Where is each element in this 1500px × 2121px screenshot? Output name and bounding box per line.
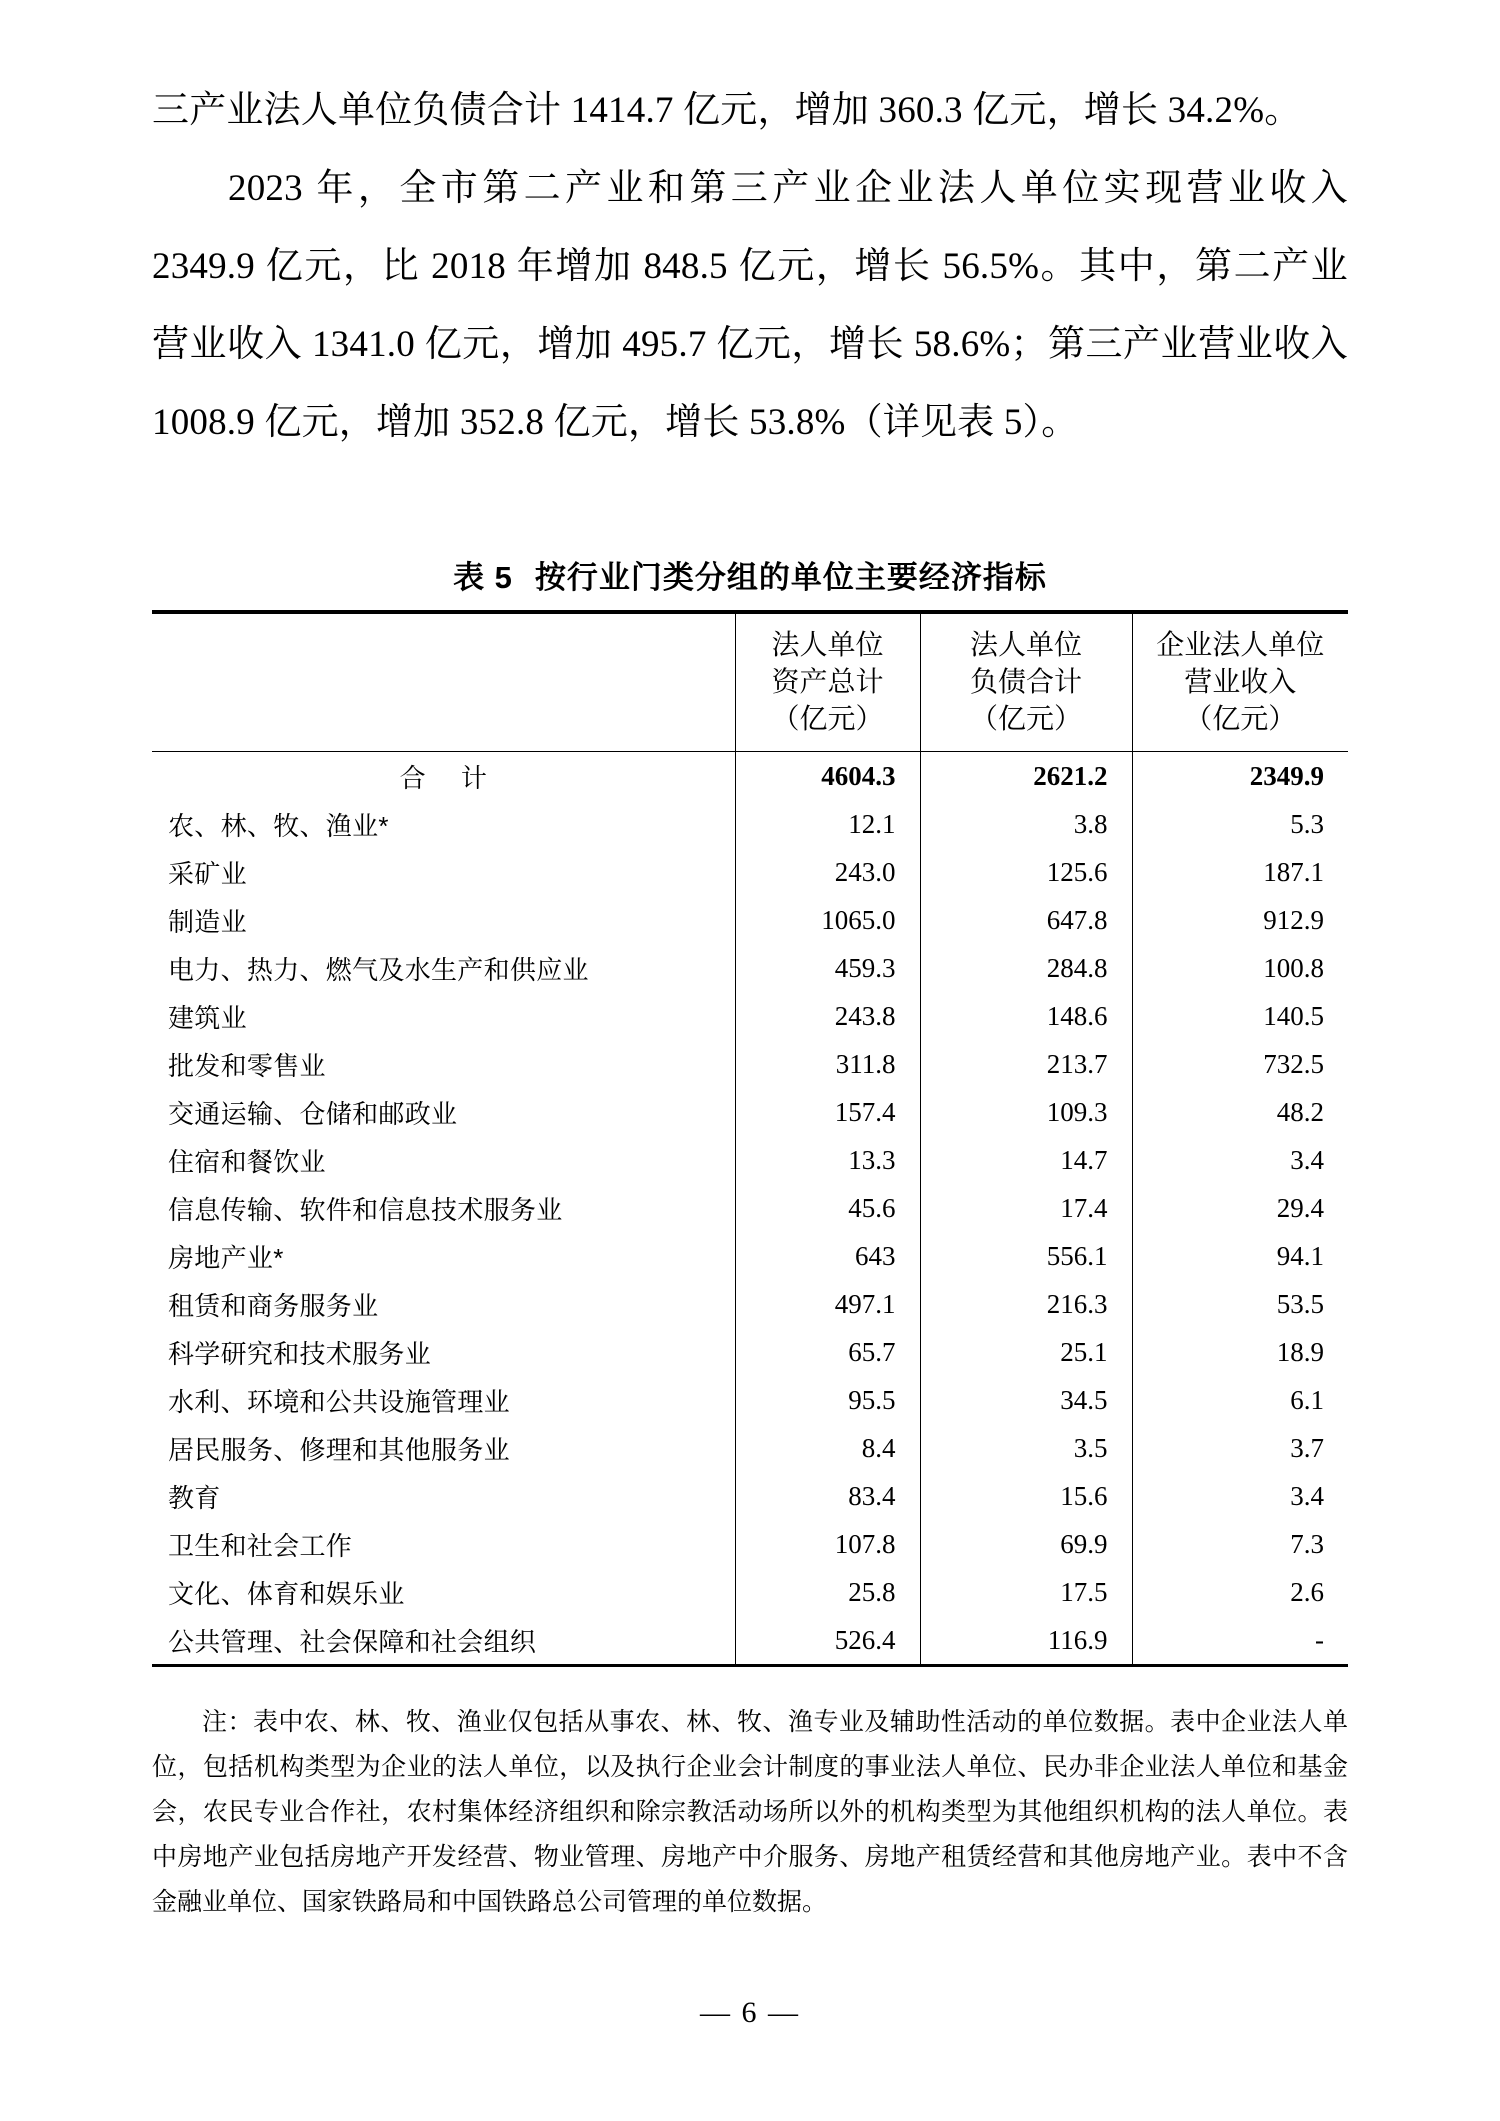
cell-liabilities: 216.3 (920, 1280, 1132, 1328)
page-number: — 6 — (700, 1996, 800, 2029)
cell-industry: 建筑业 (168, 1002, 247, 1033)
cell-industry: 卫生和社会工作 (168, 1530, 353, 1561)
cell-revenue: 53.5 (1132, 1280, 1348, 1328)
table-row (152, 1376, 1348, 1424)
header-assets-line3: （亿元） (771, 704, 884, 735)
cell-assets: 95.5 (735, 1376, 920, 1424)
cell-revenue: 187.1 (1132, 848, 1348, 896)
cell-assets: 157.4 (735, 1088, 920, 1136)
cell-assets: 459.3 (735, 944, 920, 992)
cell-liabilities: 3.5 (920, 1424, 1132, 1472)
cell-liabilities: 647.8 (920, 896, 1132, 944)
table-row (152, 896, 1348, 944)
cell-revenue: - (1132, 1616, 1348, 1666)
cell-industry: 租赁和商务服务业 (168, 1290, 379, 1321)
header-cell-assets (735, 614, 920, 752)
cell-industry: 合 计 (399, 762, 501, 793)
header-cell-revenue (1132, 614, 1348, 752)
header-row (152, 614, 1348, 752)
cell-revenue: 94.1 (1132, 1232, 1348, 1280)
table-foot (152, 1666, 1348, 1668)
table-5 (152, 610, 1348, 1667)
cell-revenue: 3.4 (1132, 1136, 1348, 1184)
cell-industry: 公共管理、社会保障和社会组织 (168, 1626, 537, 1657)
cell-industry: 科学研究和技术服务业 (168, 1338, 432, 1369)
cell-liabilities: 109.3 (920, 1088, 1132, 1136)
cell-assets: 8.4 (735, 1424, 920, 1472)
table-5-container (152, 610, 1348, 1667)
table-row (152, 1280, 1348, 1328)
cell-liabilities: 17.5 (920, 1568, 1132, 1616)
table-row (152, 1424, 1348, 1472)
table-caption-title: 按行业门类分组的单位主要经济指标 (534, 560, 1047, 595)
header-cell-liabilities (920, 614, 1132, 752)
table-row (152, 848, 1348, 896)
cell-assets: 4604.3 (735, 752, 920, 800)
cell-assets: 643 (735, 1232, 920, 1280)
rule-bottom (152, 1666, 1348, 1668)
cell-industry: 电力、热力、燃气及水生产和供应业 (168, 954, 589, 985)
table-row (152, 1520, 1348, 1568)
cell-industry: 居民服务、修理和其他服务业 (168, 1434, 510, 1465)
cell-assets: 1065.0 (735, 896, 920, 944)
table-row (152, 944, 1348, 992)
header-revenue-line1: 企业法人单位 (1156, 630, 1325, 661)
cell-liabilities: 34.5 (920, 1376, 1132, 1424)
table-caption (0, 552, 1500, 597)
cell-industry: 交通运输、仓储和邮政业 (168, 1098, 458, 1129)
cell-industry: 房地产业* (168, 1242, 284, 1273)
table-row (152, 1040, 1348, 1088)
cell-revenue: 7.3 (1132, 1520, 1348, 1568)
table-row (152, 1232, 1348, 1280)
header-assets-line2: 资产总计 (771, 667, 884, 698)
cell-liabilities: 15.6 (920, 1472, 1132, 1520)
cell-liabilities: 2621.2 (920, 752, 1132, 800)
table-header (152, 612, 1348, 752)
cell-industry: 制造业 (168, 906, 247, 937)
header-liabilities-line2: 负债合计 (969, 667, 1082, 698)
table-row (152, 1136, 1348, 1184)
table-row (152, 1184, 1348, 1232)
paragraph-1: 三产业法人单位负债合计 1414.7 亿元，增加 360.3 亿元，增长 34.2%。 (152, 90, 1302, 131)
header-revenue-line3: （亿元） (1184, 704, 1297, 735)
table-row (152, 1616, 1348, 1666)
cell-assets: 45.6 (735, 1184, 920, 1232)
cell-liabilities: 116.9 (920, 1616, 1132, 1666)
cell-liabilities: 14.7 (920, 1136, 1132, 1184)
cell-revenue: 29.4 (1132, 1184, 1348, 1232)
cell-assets: 497.1 (735, 1280, 920, 1328)
cell-revenue: 18.9 (1132, 1328, 1348, 1376)
cell-assets: 83.4 (735, 1472, 920, 1520)
header-cell-industry (152, 614, 735, 752)
table-row (152, 1328, 1348, 1376)
table-row (152, 992, 1348, 1040)
cell-assets: 311.8 (735, 1040, 920, 1088)
cell-industry: 水利、环境和公共设施管理业 (168, 1386, 510, 1417)
cell-liabilities: 556.1 (920, 1232, 1132, 1280)
cell-liabilities: 148.6 (920, 992, 1132, 1040)
cell-revenue: 2349.9 (1132, 752, 1348, 800)
cell-assets: 12.1 (735, 800, 920, 848)
cell-assets: 25.8 (735, 1568, 920, 1616)
cell-revenue: 3.4 (1132, 1472, 1348, 1520)
table-caption-number: 表 5 (453, 560, 513, 595)
cell-industry: 住宿和餐饮业 (168, 1146, 326, 1177)
cell-liabilities: 284.8 (920, 944, 1132, 992)
cell-industry: 采矿业 (168, 858, 247, 889)
cell-revenue: 100.8 (1132, 944, 1348, 992)
cell-industry: 信息传输、软件和信息技术服务业 (168, 1194, 563, 1225)
cell-revenue: 140.5 (1132, 992, 1348, 1040)
cell-assets: 243.0 (735, 848, 920, 896)
table-row (152, 1568, 1348, 1616)
cell-liabilities: 213.7 (920, 1040, 1132, 1088)
cell-liabilities: 3.8 (920, 800, 1132, 848)
table-note-text: 注：表中农、林、牧、渔业仅包括从事农、林、牧、渔专业及辅助性活动的单位数据。表中企业法人单位，包括机构类型为企业的法人单位，以及执行企业会计制度的事业法人单位、民办非企业法人单位和基金会，农民专业合作社，农村集体经济组织和除宗教活动场所以外的机构类型为其他组织机构的法人单位。表中房地产业包括房地产开发经营、物业管理、房地产中介服务、房地产租赁经营和其他房地产业。表中不含金融业单位、国家铁路局和中国铁路总公司管理的单位数据。 (152, 1708, 1348, 1916)
table-body (152, 752, 1348, 1666)
header-revenue-line2: 营业收入 (1184, 667, 1297, 698)
table-row (152, 1472, 1348, 1520)
cell-liabilities: 125.6 (920, 848, 1132, 896)
cell-revenue: 6.1 (1132, 1376, 1348, 1424)
paragraph-2: 2023 年，全市第二产业和第三产业企业法人单位实现营业收入 2349.9 亿元，比 2018 年增加 848.5 亿元，增长 56.5%。其中，第二产业营业收入 1341.0 亿元，增加 495.7 亿元，增长 58.6%；第三产业营业收入 1008.9 亿元，增加 352.8 亿元，增长 53.8%（详见表 5）。 (152, 168, 1348, 443)
cell-liabilities: 25.1 (920, 1328, 1132, 1376)
cell-industry: 批发和零售业 (168, 1050, 326, 1081)
body-text (152, 72, 1348, 462)
cell-industry: 文化、体育和娱乐业 (168, 1578, 405, 1609)
cell-revenue: 732.5 (1132, 1040, 1348, 1088)
cell-assets: 526.4 (735, 1616, 920, 1666)
cell-revenue: 5.3 (1132, 800, 1348, 848)
cell-assets: 243.8 (735, 992, 920, 1040)
cell-liabilities: 69.9 (920, 1520, 1132, 1568)
cell-revenue: 2.6 (1132, 1568, 1348, 1616)
table-row (152, 1088, 1348, 1136)
cell-liabilities: 17.4 (920, 1184, 1132, 1232)
cell-revenue: 3.7 (1132, 1424, 1348, 1472)
header-liabilities-line1: 法人单位 (969, 630, 1082, 661)
table-row (152, 800, 1348, 848)
cell-industry: 教育 (168, 1482, 221, 1513)
cell-assets: 107.8 (735, 1520, 920, 1568)
header-assets-line1: 法人单位 (771, 630, 884, 661)
table-note (152, 1700, 1348, 1925)
table-row-total (152, 752, 1348, 800)
cell-revenue: 48.2 (1132, 1088, 1348, 1136)
cell-revenue: 912.9 (1132, 896, 1348, 944)
cell-assets: 65.7 (735, 1328, 920, 1376)
cell-industry: 农、林、牧、渔业* (168, 810, 389, 841)
cell-assets: 13.3 (735, 1136, 920, 1184)
header-liabilities-line3: （亿元） (969, 704, 1082, 735)
